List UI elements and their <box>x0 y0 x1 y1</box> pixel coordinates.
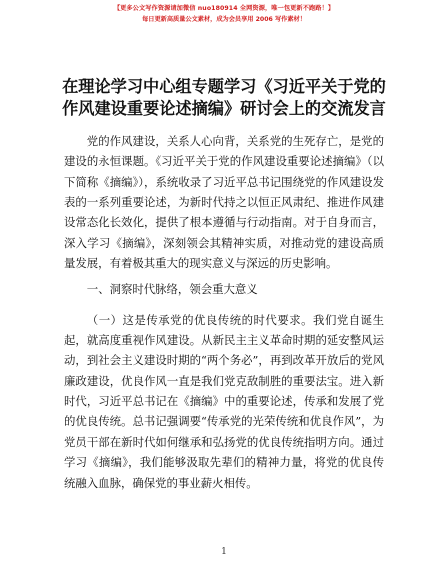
document-title-line-2: 作风建设重要论述摘编》研讨会上的交流发言 <box>62 99 386 118</box>
promo-banner <box>0 5 448 25</box>
document-body <box>64 131 384 493</box>
page-number: 1 <box>221 547 227 557</box>
document-title-line-1: 在理论学习中心组专题学习《习近平关于党的 <box>62 77 386 96</box>
section-1-heading: 一、洞察时代脉络，领会重大意义 <box>86 282 258 297</box>
section-1-paragraph-1: （一）这是传承党的优良传统的时代要求。我们党自诞生起，就高度重视作风建设。从新民主主义革命时期的延安整风运动，到社会主义建设时期的“两个务必”，再到改革开放后的党风廉政建设，优良作风一直是我们党克敌制胜的重要法宝。进入新时代，习近平总书记在《摘编》中的重要论述，传承和发展了党的优良传统。总书记强调要“传承党的光荣传统和优良作风”，为党员干部在新时代如何继承和弘扬党的优良传统指明方向。通过学习《摘编》，我们能够汲取先辈们的精神力量，将党的优良传统融入血脉，确保党的事业薪火相传。 <box>64 312 384 490</box>
document-title <box>40 76 408 120</box>
promo-banner-line-2: 每日更新高质量公文素材，成为会员享用 2006 写作素材！ <box>142 16 306 24</box>
promo-banner-line-1: 【更多公文写作资源请加微信 nuo180914 全网资源，唯一包更新不跑路！】 <box>113 5 335 12</box>
intro-paragraph: 党的作风建设，关系人心向背，关系党的生死存亡，是党的建设的永恒课题。《习近平关于党的作风建设重要论述摘编》（以下简称《摘编》），系统收录了习近平总书记围绕党的作风建设发表的一系列重要论述，为新时代持之以恒正风肃纪、推进作风建设常态化长效化，提供了根本遵循与行动指南。对于自身而言，深入学习《摘编》，深刻领会其精神实质，对推动党的建设高质量发展，有着极其重大的现实意义与深远的历史影响。 <box>64 134 384 271</box>
